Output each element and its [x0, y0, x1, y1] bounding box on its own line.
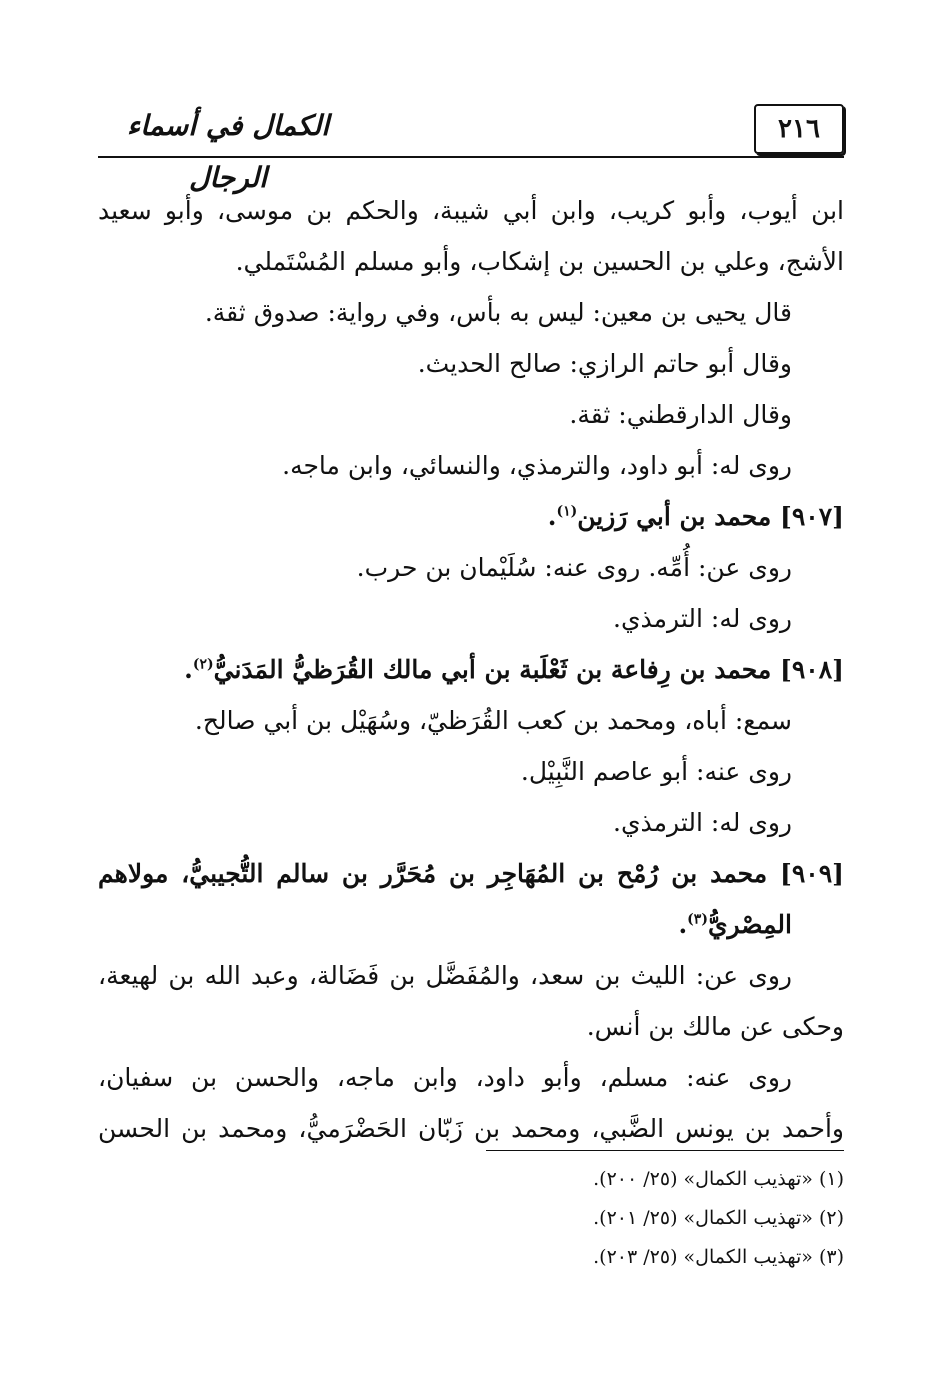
text-line: وحكى عن مالك بن أنس.	[586, 1012, 844, 1041]
entry-title: المِصْريُّ	[707, 910, 792, 939]
footnote-ref: (٢)	[192, 656, 214, 673]
text-line: الأشج، وعلي بن الحسين بن إشكاب، وأبو مسلم المُسْتَملي.	[235, 247, 844, 276]
text-line: روى عنه: أبو عاصم النَّبِيْل.	[520, 757, 792, 786]
entry-title: [٩٠٨] محمد بن رِفاعة بن ثَعْلَبة بن أبي مالك القُرَظيُّ المَدَنيُّ	[213, 655, 844, 684]
text-line: روى عن: الليث بن سعد، والمُفَضَّل بن فَضَالة، وعبد الله بن لهيعة،	[98, 961, 792, 990]
footnotes	[98, 1160, 844, 1277]
entry-heading-907	[98, 491, 844, 542]
text-line: روى عنه: مسلم، وأبو داود، وابن ماجه، والحسن بن سفيان،	[98, 1063, 792, 1092]
text-line: وقال أبو حاتم الرازي: صالح الحديث.	[417, 349, 792, 378]
text-line: وقال الدارقطني: ثقة.	[569, 400, 792, 429]
entry-heading-909: [٩٠٩] محمد بن رُمْح بن المُهَاجِر بن مُحَرَّر بن سالم التُّجيبيُّ، مولاهم	[98, 859, 844, 888]
text-line: روى عن: أُمِّه. روى عنه: سُلَيْمان بن حرب.	[356, 553, 792, 582]
text-line: روى له: أبو داود، والترمذي، والنسائي، وابن ماجه.	[282, 451, 792, 480]
entry-end: .	[184, 655, 193, 684]
book-title: الكمال في أسماء الرجال	[126, 109, 330, 194]
header-rule	[98, 156, 844, 158]
entry-title: [٩٠٧] محمد بن أبي رَزين	[577, 502, 844, 531]
text-line: روى له: الترمذي.	[613, 604, 792, 633]
entry-end: .	[678, 910, 688, 939]
text-line: روى له: الترمذي.	[613, 808, 792, 837]
page-header	[98, 100, 844, 194]
footnote: (٢) «تهذيب الكمال» (٢٥/ ٢٠١).	[593, 1207, 844, 1229]
footnote: (٣) «تهذيب الكمال» (٢٥/ ٢٠٣).	[593, 1246, 844, 1268]
footnote-ref: (٣)	[687, 911, 708, 928]
footnote-ref: (١)	[556, 503, 578, 520]
entry-heading-908	[98, 644, 844, 695]
footnote-rule	[486, 1150, 844, 1151]
text-line: قال يحيى بن معين: ليس به بأس، وفي رواية: صدوق ثقة.	[204, 298, 792, 327]
footnote: (١) «تهذيب الكمال» (٢٥/ ٢٠٠).	[593, 1168, 844, 1190]
text-line: وأحمد بن يونس الضَّبي، ومحمد بن زَبّان الحَضْرَميُّ، ومحمد بن الحسن	[98, 1114, 844, 1143]
entry-heading-909-cont	[98, 899, 844, 950]
text-line: ابن أيوب، وأبو كريب، وابن أبي شيبة، والحكم بن موسى، وأبو سعيد	[98, 196, 844, 225]
entry-end: .	[547, 502, 557, 531]
page-number: ٢١٦	[754, 104, 844, 154]
text-line: سمع: أباه، ومحمد بن كعب القُرَظيّ، وسُهَيْل بن أبي صالح.	[194, 706, 792, 735]
main-text	[98, 185, 844, 1154]
